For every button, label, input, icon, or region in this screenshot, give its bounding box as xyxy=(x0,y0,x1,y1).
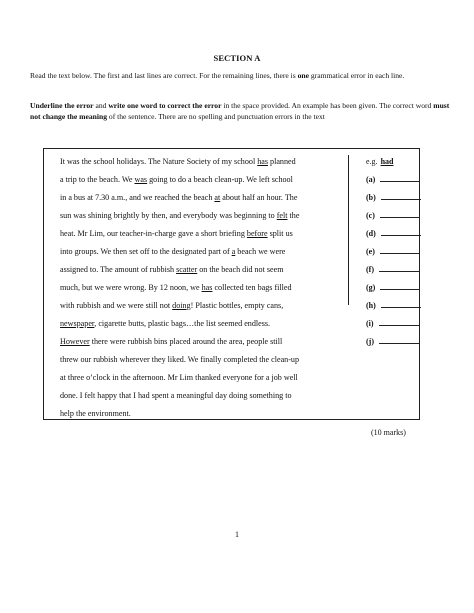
passage-line: It was the school holidays. The Nature Society of my school has planned xyxy=(60,157,296,166)
passage-line: However there were rubbish bins placed around the area, people still xyxy=(60,337,283,346)
answer-blank-a[interactable]: (a) xyxy=(366,175,420,184)
passage-line: sun was shining brightly by then, and everybody was beginning to felt the xyxy=(60,211,300,220)
instruction-bold: one xyxy=(297,71,309,80)
passage-line: much, but we were wrong. By 12 noon, we has collected ten bags filled xyxy=(60,283,292,292)
passage-line: at three o’clock in the afternoon. Mr Lim thanked everyone for a job well xyxy=(60,373,298,382)
instruction-text: Read the text below. The first and last lines are correct. For the remaining lines, there is xyxy=(30,71,298,80)
section-title: SECTION A xyxy=(213,53,261,63)
passage-line: a trip to the beach. We was going to do a beach clean-up. We left school xyxy=(60,175,293,184)
passage-line: threw our rubbish wherever they liked. We finally completed the clean-up xyxy=(60,355,300,364)
passage-line: assigned to. The amount of rubbish scatter on the beach did not seem xyxy=(60,265,284,274)
passage-line: newspaper, cigarette butts, plastic bags…the list seemed endless. xyxy=(60,319,271,328)
answer-blank-c[interactable]: (c) xyxy=(366,211,420,220)
answer-blank-g[interactable]: (g) xyxy=(366,283,420,292)
instruction-bold: write one word to correct the error xyxy=(108,101,222,110)
answer-blank-f[interactable]: (f) xyxy=(366,265,419,274)
answer-blank-i[interactable]: (i) xyxy=(366,319,419,328)
example-answer: e.g. had xyxy=(366,157,394,166)
instruction-text: of the sentence. There are no spelling and punctuation errors in the text xyxy=(107,111,325,121)
instruction-bold: Underline the error xyxy=(30,101,94,110)
answer-blank-b[interactable]: (b) xyxy=(366,193,421,202)
answer-blank-d[interactable]: (d) xyxy=(366,229,421,238)
passage-line: into groups. We then set off to the designated part of a beach we were xyxy=(60,247,286,256)
passage-line: help the environment. xyxy=(60,409,131,418)
instruction-bold: must not change the meaning xyxy=(30,101,450,121)
passage-line: heat. Mr Lim, our teacher-in-charge gave a short briefing before split us xyxy=(60,229,293,238)
instruction-text: and xyxy=(93,101,109,110)
instruction-text: grammatical error in each line. xyxy=(309,71,405,80)
column-divider xyxy=(348,155,349,305)
passage-box xyxy=(43,148,420,420)
answer-blank-e[interactable]: (e) xyxy=(366,247,420,256)
instruction-paragraph-1 xyxy=(30,71,450,82)
answer-blank-j[interactable]: (j) xyxy=(366,337,419,346)
instruction-text: in the space provided. An example has been given. The correct word xyxy=(221,101,434,110)
marks-label: (10 marks) xyxy=(371,428,406,437)
answer-blank-h[interactable]: (h) xyxy=(366,301,421,310)
instruction-paragraph-2 xyxy=(30,101,455,122)
passage-line: in a bus at 7.30 a.m., and we reached the beach at about half an hour. The xyxy=(60,193,298,202)
passage-line: with rubbish and we were still not doing! Plastic bottles, empty cans, xyxy=(60,301,284,310)
passage-line: done. I felt happy that I had spent a meaningful day doing something to xyxy=(60,391,292,400)
page-number: 1 xyxy=(235,530,239,539)
